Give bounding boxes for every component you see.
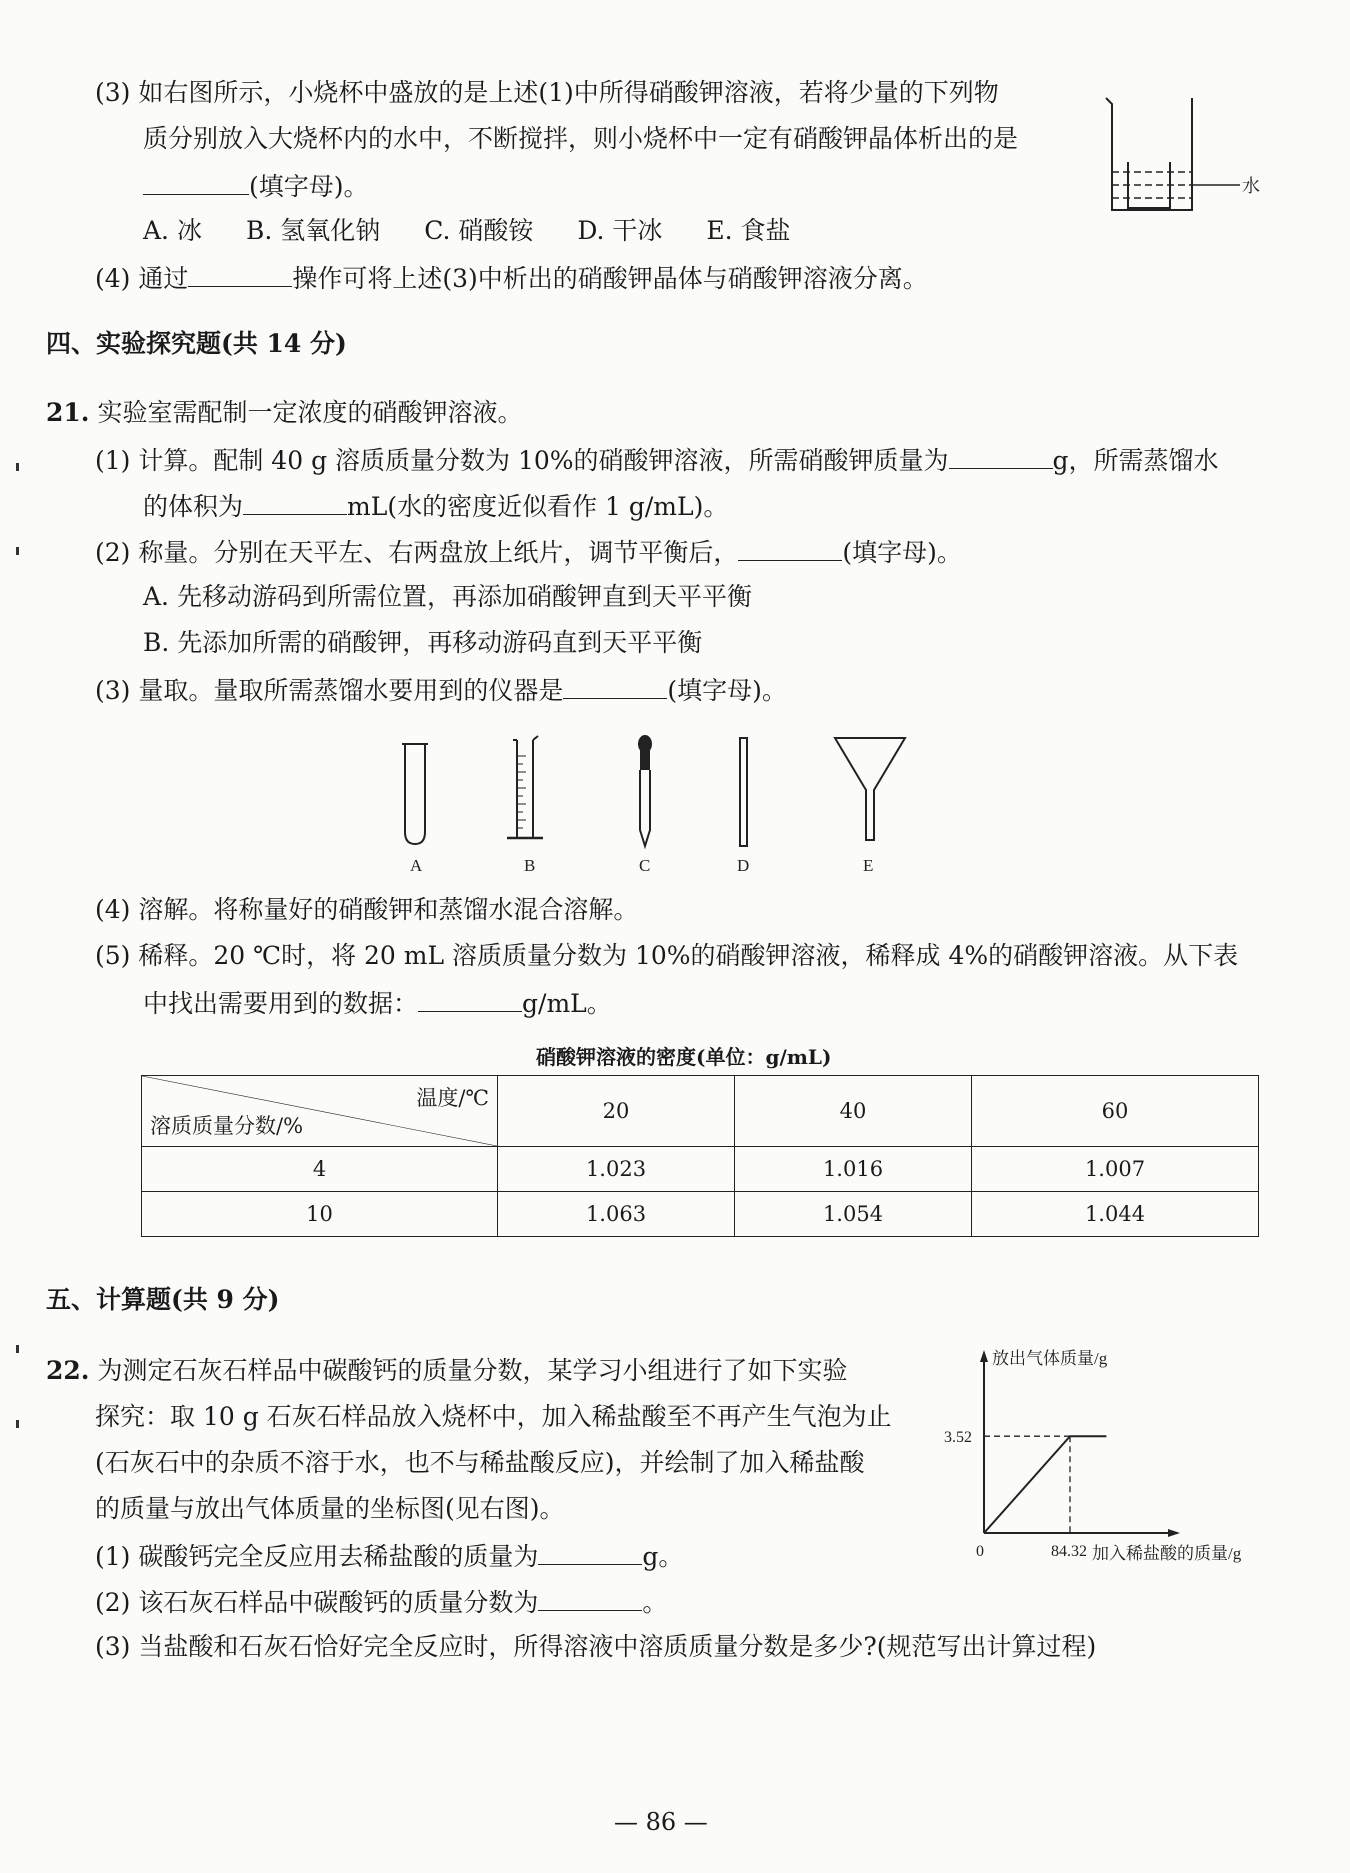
table-cell: 1.007 — [972, 1147, 1259, 1192]
q22-line2: 探究：取 10 g 石灰石样品放入烧杯中，加入稀盐酸至不再产生气泡为止 — [95, 1402, 892, 1431]
q20-part4 — [95, 260, 928, 296]
data-line — [984, 1436, 1106, 1533]
page-number: — 86 — — [614, 1808, 708, 1836]
q20-part4-prefix: (4) 通过 — [95, 264, 189, 293]
header-40: 40 — [735, 1076, 972, 1147]
q20-part3-suffix: (填字母)。 — [249, 172, 369, 201]
section-4-title: 四、实验探究题(共 14 分) — [46, 329, 347, 358]
q22-line4: 的质量与放出气体质量的坐标图(见右图)。 — [95, 1494, 565, 1523]
q21-part2-a: (2) 称量。分别在天平左、右两盘放上纸片，调节平衡后， — [95, 538, 739, 567]
q22-part1 — [95, 1538, 683, 1574]
label-b: B — [524, 856, 536, 875]
q21-part2 — [95, 534, 962, 570]
q21-intro — [46, 396, 522, 430]
q21-part1-c: 的体积为 — [143, 492, 244, 521]
margin-mark — [16, 463, 19, 471]
q21-part1-line2 — [143, 488, 728, 524]
label-e: E — [863, 856, 874, 875]
answer-blank[interactable] — [949, 442, 1053, 469]
option-e: E. 食盐 — [706, 216, 791, 245]
large-beaker — [1106, 98, 1192, 210]
origin-label: 0 — [976, 1543, 984, 1560]
q22-part2-a: (2) 该石灰石样品中碳酸钙的质量分数为 — [95, 1588, 539, 1617]
table-header-row — [142, 1076, 1259, 1147]
y-axis-arrow — [980, 1350, 988, 1362]
y-axis-label: 放出气体质量/g — [992, 1349, 1108, 1368]
margin-mark — [16, 1420, 19, 1428]
answer-blank[interactable] — [563, 672, 667, 699]
table-row — [142, 1192, 1259, 1237]
option-b: B. 氢氧化钠 — [245, 216, 381, 245]
q21-part4: (4) 溶解。将称量好的硝酸钾和蒸馏水混合溶解。 — [95, 895, 639, 924]
q21-part1-b: g，所需蒸馏水 — [1052, 446, 1219, 475]
q21-part3-a: (3) 量取。量取所需蒸馏水要用到的仪器是 — [95, 676, 564, 705]
q21-part5-b: 中找出需要用到的数据： — [143, 989, 419, 1018]
q21-part5-line1: (5) 稀释。20 ℃时，将 20 mL 溶质质量分数为 10%的硝酸钾溶液，稀释成 4%的硝酸钾溶液。从下表 — [95, 941, 1239, 970]
header-20: 20 — [498, 1076, 735, 1147]
row-label: 10 — [142, 1192, 498, 1237]
q22-part1-a: (1) 碳酸钙完全反应用去稀盐酸的质量为 — [95, 1542, 539, 1571]
q21-part2-option-b: B. 先添加所需的硝酸钾，再移动游码直到天平平衡 — [143, 628, 703, 657]
q22-part1-b: g。 — [642, 1542, 684, 1571]
answer-blank[interactable] — [418, 985, 522, 1012]
test-tube — [405, 744, 425, 844]
label-c: C — [639, 856, 651, 875]
answer-blank[interactable] — [738, 534, 842, 561]
q22-number: 22. — [46, 1356, 90, 1385]
y-tick-label: 3.52 — [944, 1429, 972, 1447]
q21-part1-d: mL(水的密度近似看作 1 g/mL)。 — [347, 492, 729, 521]
funnel — [835, 738, 905, 840]
q20-part3-line2: 质分别放入大烧杯内的水中，不断搅拌，则小烧杯中一定有硝酸钾晶体析出的是 — [143, 124, 1019, 153]
x-axis-label: 加入稀盐酸的质量/g — [1092, 1544, 1242, 1563]
q21-part2-option-a: A. 先移动游码到所需位置，再添加硝酸钾直到天平平衡 — [143, 582, 752, 611]
density-table — [141, 1075, 1259, 1237]
x-tick-label: 84.32 — [1051, 1543, 1088, 1560]
q21-part1-line1 — [95, 442, 1219, 478]
glass-rod — [740, 738, 747, 846]
q20-part3-line1: (3) 如右图所示，小烧杯中盛放的是上述(1)中所得硝酸钾溶液，若将少量的下列物 — [95, 78, 999, 107]
q20-part3-line3 — [143, 168, 369, 204]
corner-mass-fraction: 溶质质量分数/% — [150, 1114, 304, 1138]
beaker-figure — [1100, 92, 1270, 217]
q22-part2 — [95, 1584, 667, 1620]
label-a: A — [410, 856, 423, 875]
table-cell: 1.044 — [972, 1192, 1259, 1237]
margin-mark — [16, 1345, 19, 1353]
water-label: 水 — [1242, 176, 1260, 197]
answer-blank[interactable] — [538, 1538, 642, 1565]
table-cell: 1.016 — [735, 1147, 972, 1192]
q20-part4-suffix: 操作可将上述(3)中析出的硝酸钾晶体与硝酸钾溶液分离。 — [292, 264, 928, 293]
q21-part2-b: (填字母)。 — [842, 538, 962, 567]
q22-part3: (3) 当盐酸和石灰石恰好完全反应时，所得溶液中溶质质量分数是多少?(规范写出计算过程) — [95, 1632, 1097, 1661]
graduated-cylinder — [517, 740, 533, 838]
row-label: 4 — [142, 1147, 498, 1192]
answer-blank[interactable] — [538, 1584, 642, 1611]
q21-part3-b: (填字母)。 — [667, 676, 787, 705]
q21-number: 21. — [46, 398, 90, 427]
table-caption: 硝酸钾溶液的密度(单位：g/mL) — [536, 1045, 832, 1069]
gas-mass-chart — [940, 1340, 1270, 1570]
option-c: C. 硝酸铵 — [424, 216, 534, 245]
q21-part5-line2 — [143, 985, 612, 1021]
q22-line3: (石灰石中的杂质不溶于水，也不与稀盐酸反应)，并绘制了加入稀盐酸 — [95, 1448, 865, 1477]
table-cell: 1.023 — [498, 1147, 735, 1192]
corner-temperature: 温度/℃ — [416, 1086, 489, 1110]
table-cell: 1.054 — [735, 1192, 972, 1237]
dropper — [638, 735, 652, 770]
table-corner-cell — [142, 1076, 498, 1147]
label-d: D — [737, 856, 750, 875]
option-a: A. 冰 — [143, 216, 202, 245]
instruments-figure — [380, 728, 940, 878]
q21-part1-a: (1) 计算。配制 40 g 溶质质量分数为 10%的硝酸钾溶液，所需硝酸钾质量为 — [95, 446, 949, 475]
header-60: 60 — [972, 1076, 1259, 1147]
answer-blank[interactable] — [143, 168, 249, 195]
option-d: D. 干冰 — [577, 216, 663, 245]
q22-part2-b: 。 — [642, 1588, 668, 1617]
table-row — [142, 1147, 1259, 1192]
table-cell: 1.063 — [498, 1192, 735, 1237]
answer-blank[interactable] — [243, 488, 347, 515]
q20-options — [143, 214, 835, 248]
section-5-title: 五、计算题(共 9 分) — [46, 1285, 280, 1314]
q22-text-1: 为测定石灰石样品中碳酸钙的质量分数，某学习小组进行了如下实验 — [97, 1356, 848, 1385]
q21-part3 — [95, 672, 787, 708]
q22-line1 — [46, 1354, 847, 1388]
x-axis-arrow — [1168, 1529, 1180, 1537]
answer-blank[interactable] — [188, 260, 292, 287]
margin-mark — [16, 547, 19, 555]
q21-part5-c: g/mL。 — [522, 989, 612, 1018]
q21-intro-text: 实验室需配制一定浓度的硝酸钾溶液。 — [97, 398, 523, 427]
